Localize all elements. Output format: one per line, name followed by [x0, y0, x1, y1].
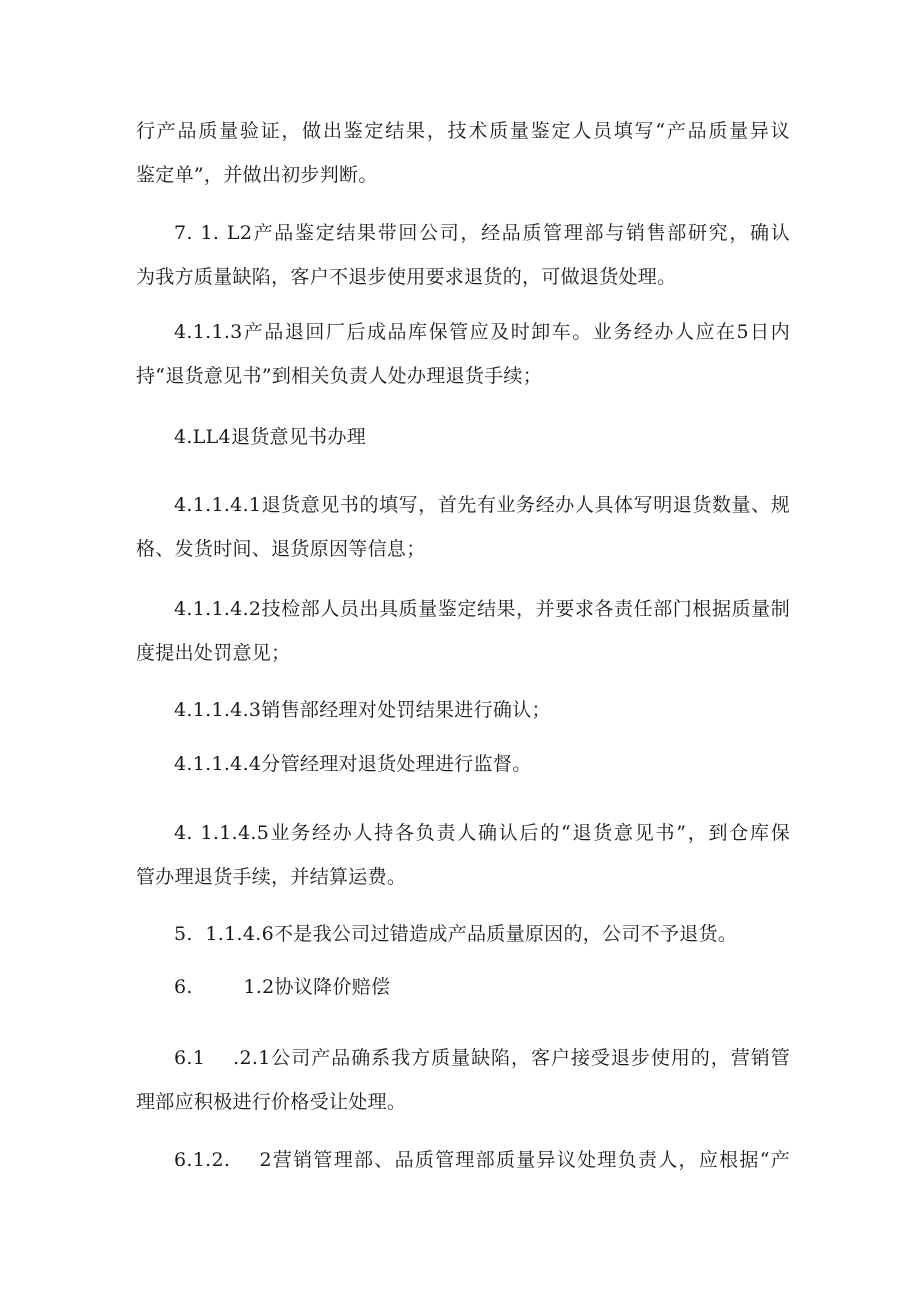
text-line: 格、发货时间、退货原因等信息；: [136, 538, 426, 560]
text-line: 4.1.1.4.1退货意见书的填写，首先有业务经办人具体写明退货数量、规: [174, 494, 790, 516]
text-line: 4.1.1.3产品退回厂后成品库保管应及时卸车。业务经办人应在5日内: [174, 321, 790, 343]
text-line: 6.1 .2.1公司产品确系我方质量缺陷，客户接受退步使用的，营销管: [174, 1047, 790, 1069]
paragraph-p6: [136, 587, 790, 675]
text-line: 管办理退货手续，并结算运费。: [136, 866, 407, 888]
paragraph-p5: [136, 483, 790, 571]
paragraph-p2: [136, 211, 790, 299]
text-line: 4. 1.1.4.5业务经办人持各负责人确认后的“退货意见书”，到仓库保: [174, 822, 790, 844]
paragraph-p9: [136, 811, 790, 899]
paragraph-p12: [136, 1036, 790, 1124]
text-line: 理部应积极进行价格受让处理。: [136, 1091, 407, 1113]
text-line: 4.1.1.4.2技检部人员出具质量鉴定结果，并要求各责任部门根据质量制: [174, 598, 790, 620]
text-line: 5. 1.1.4.6不是我公司过错造成产品质量原因的，公司不予退货。: [174, 923, 738, 945]
text-line: 7. 1. L2产品鉴定结果带回公司，经品质管理部与销售部研究，确认: [174, 222, 790, 244]
paragraph-p10: [136, 912, 790, 956]
paragraph-p11: [136, 965, 790, 1009]
paragraph-p1: [136, 109, 790, 197]
text-line: 为我方质量缺陷，客户不退步使用要求退货的，可做退货处理。: [136, 266, 677, 288]
paragraph-p8: [136, 742, 790, 786]
paragraph-p3: [136, 310, 790, 398]
paragraph-p7: [136, 688, 790, 732]
paragraph-p13: [136, 1138, 790, 1182]
text-line: 4.1.1.4.3销售部经理对处罚结果进行确认；: [174, 699, 551, 721]
text-line: 4.1.1.4.4分管经理对退货处理进行监督。: [174, 753, 532, 775]
text-line: 6. 1.2协议降价赔偿: [174, 976, 391, 998]
text-line: 6.1.2. 2营销管理部、品质管理部质量异议处理负责人，应根据“产: [174, 1149, 790, 1171]
paragraph-p4: [136, 415, 790, 459]
text-line: 行产品质量验证，做出鉴定结果，技术质量鉴定人员填写“产品质量异议: [136, 120, 790, 142]
text-line: 4.LL4退货意见书办理: [174, 426, 367, 448]
text-line: 鉴定单”，并做出初步判断。: [136, 164, 378, 186]
text-line: 持“退货意见书”到相关负责人处办理退货手续；: [136, 365, 543, 387]
text-line: 度提出处罚意见；: [136, 642, 291, 664]
